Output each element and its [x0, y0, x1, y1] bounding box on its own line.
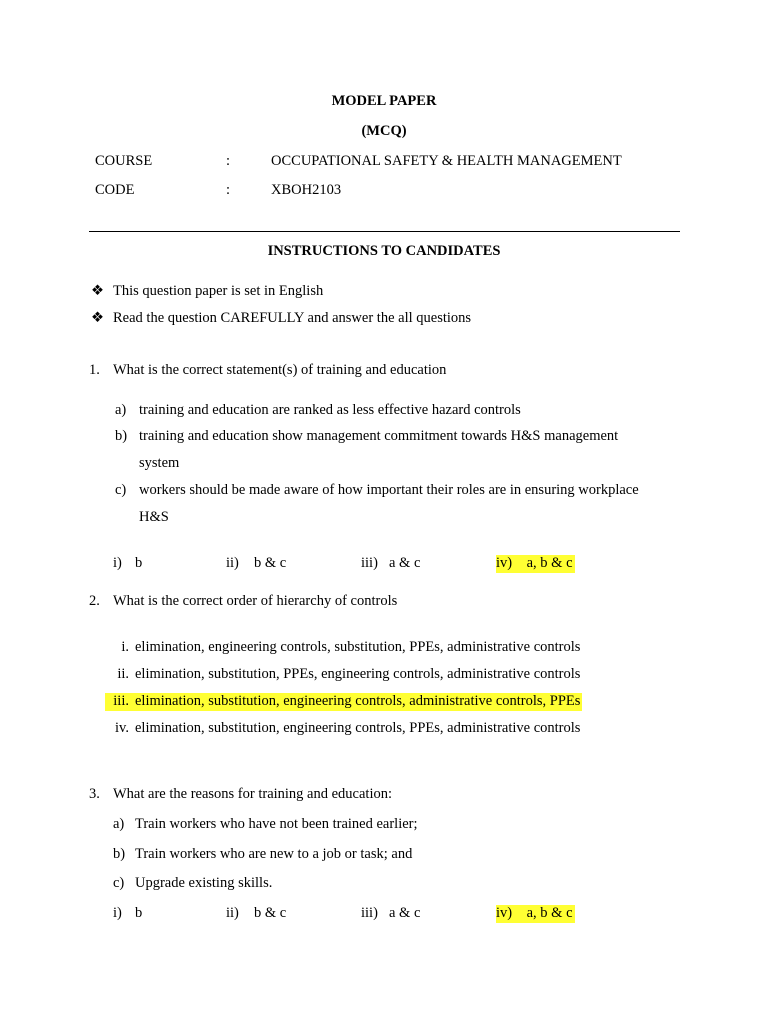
option-label: a)	[113, 816, 125, 832]
code-colon: :	[226, 182, 231, 198]
answer-value: b	[135, 905, 143, 921]
answer-highlighted	[496, 555, 575, 573]
answer-label: iii)	[361, 555, 378, 571]
answer-label: ii)	[226, 905, 239, 921]
answer-label: iii)	[361, 905, 378, 921]
option-label: c)	[115, 482, 127, 498]
option-text: Upgrade existing skills.	[135, 875, 273, 891]
option-text: Train workers who are new to a job or task; and	[135, 846, 413, 862]
answer-value: b	[135, 555, 143, 571]
answer-value: a & c	[389, 905, 421, 921]
course-value: OCCUPATIONAL SAFETY & HEALTH MANAGEMENT	[271, 153, 622, 169]
course-colon: :	[226, 153, 231, 169]
option-label: b)	[113, 846, 126, 862]
option-label: ii.	[117, 666, 129, 682]
instruction-item: Read the question CAREFULLY and answer the all questions	[113, 310, 472, 326]
answer-value: a, b & c	[526, 555, 573, 571]
option-text: elimination, substitution, engineering controls, PPEs, administrative controls	[135, 720, 581, 736]
answer-value: b & c	[254, 555, 287, 571]
list-item-highlighted	[105, 693, 582, 711]
question-number: 1.	[89, 362, 100, 378]
answer-value: b & c	[254, 905, 287, 921]
code-value: XBOH2103	[271, 182, 342, 198]
answer-label: iv)	[496, 555, 513, 571]
question-number: 2.	[89, 593, 100, 609]
option-text: Train workers who have not been trained earlier;	[135, 816, 418, 832]
list-item	[105, 667, 580, 682]
instruction-item: This question paper is set in English	[113, 283, 324, 299]
option-text: elimination, engineering controls, substitution, PPEs, administrative controls	[135, 639, 581, 655]
header-divider	[89, 231, 680, 232]
question-text: What is the correct order of hierarchy of controls	[113, 593, 398, 609]
answer-label: i)	[113, 555, 122, 571]
option-text: elimination, substitution, PPEs, engineering controls, administrative controls	[135, 666, 581, 682]
option-text: elimination, substitution, engineering controls, administrative controls, PPEs	[135, 693, 581, 709]
list-item	[105, 640, 580, 655]
answer-highlighted	[496, 905, 575, 923]
answer-label: i)	[113, 905, 122, 921]
question-text: What is the correct statement(s) of training and education	[113, 362, 447, 378]
option-text: training and education are ranked as less effective hazard controls	[139, 402, 521, 418]
question-number: 3.	[89, 786, 100, 802]
answer-label: ii)	[226, 555, 239, 571]
option-text: workers should be made aware of how important their roles are in ensuring workplace	[139, 482, 639, 498]
answer-label: iv)	[496, 905, 513, 921]
option-text-continued: H&S	[139, 509, 169, 525]
page-subtitle: (MCQ)	[361, 123, 407, 139]
option-label: a)	[115, 402, 127, 418]
option-label: c)	[113, 875, 125, 891]
option-label: iii.	[113, 693, 129, 709]
list-item	[105, 721, 580, 736]
answer-value: a & c	[389, 555, 421, 571]
course-label: COURSE	[95, 153, 153, 169]
page-title: MODEL PAPER	[331, 93, 437, 109]
question-text: What are the reasons for training and education:	[113, 786, 393, 802]
option-label: i.	[121, 639, 129, 655]
instructions-heading: INSTRUCTIONS TO CANDIDATES	[267, 243, 501, 259]
code-label: CODE	[95, 182, 135, 198]
diamond-bullet-icon: ❖	[91, 310, 104, 326]
option-text-continued: system	[139, 455, 180, 471]
diamond-bullet-icon: ❖	[91, 283, 104, 299]
answer-value: a, b & c	[526, 905, 573, 921]
option-label: iv.	[115, 720, 129, 736]
option-label: b)	[115, 428, 128, 444]
option-text: training and education show management commitment towards H&S management	[139, 428, 619, 444]
